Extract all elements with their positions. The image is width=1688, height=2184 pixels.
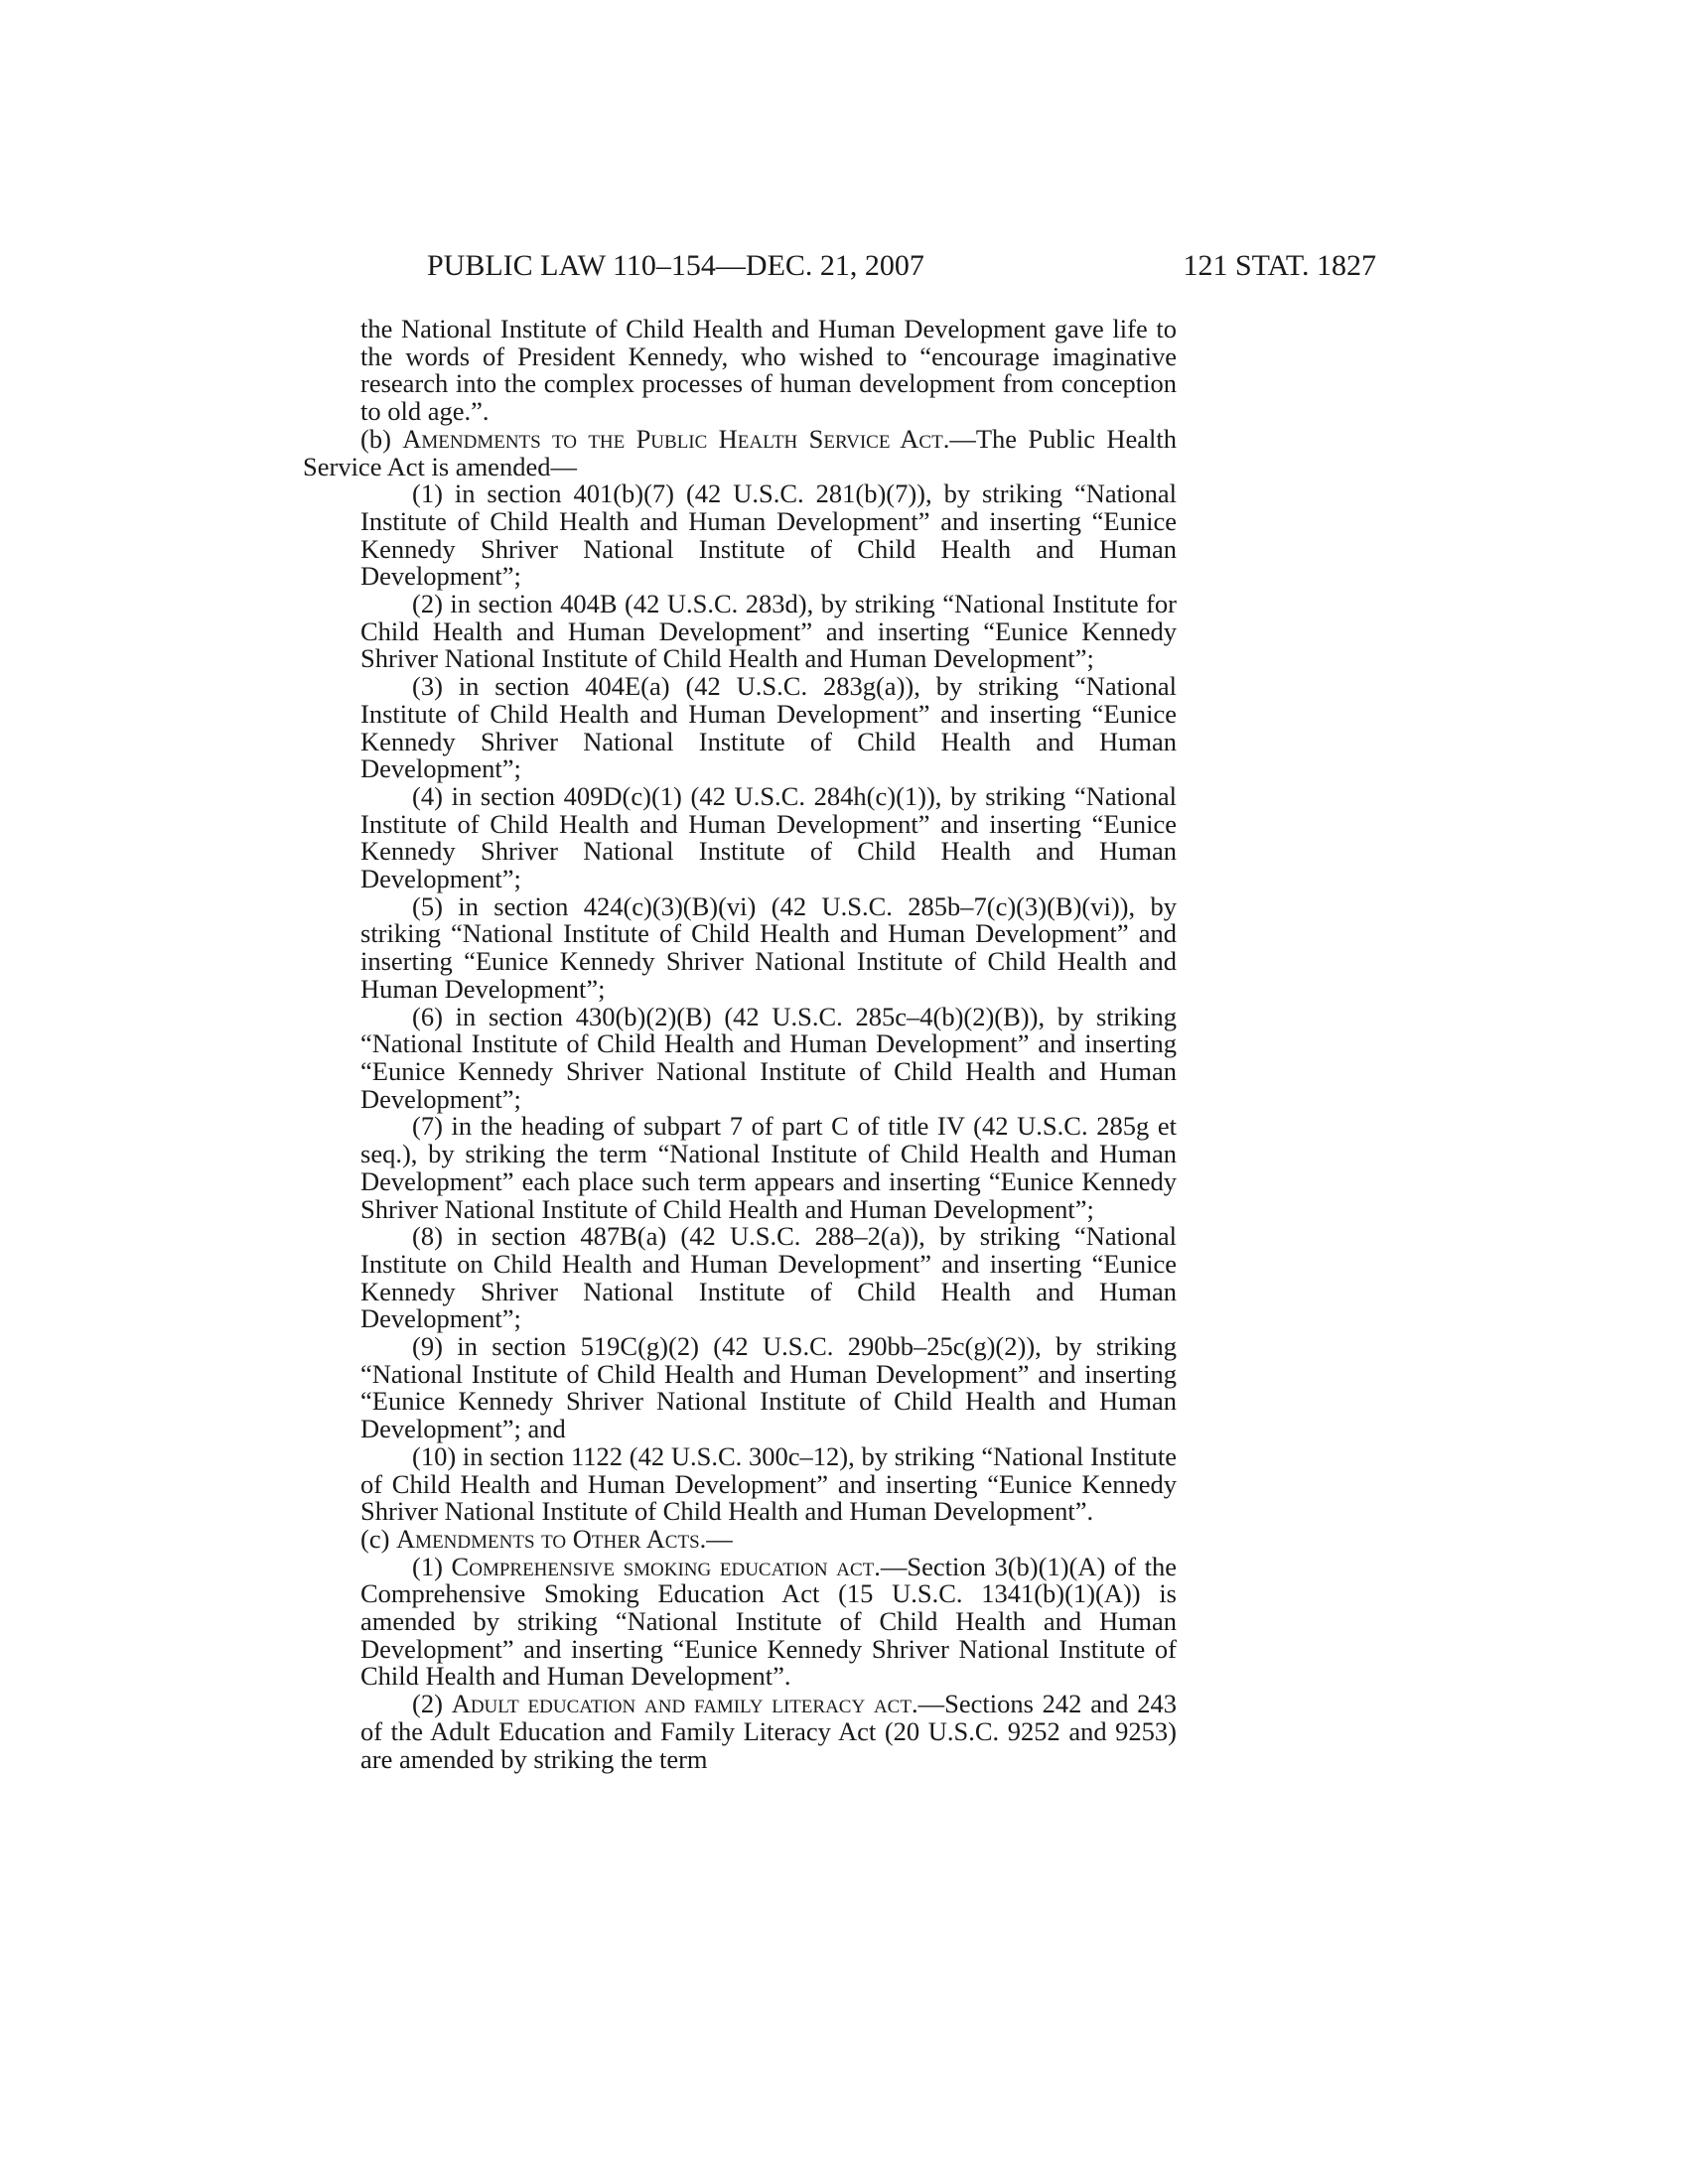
list-item-smoking-education-act [360, 1551, 1178, 1692]
item-heading: Comprehensive smoking education act. [451, 1551, 881, 1581]
section-c-paragraph [303, 1523, 1177, 1554]
list-item: (4) in section 409D(c)(1) (42 U.S.C. 284h(c)(1)), by striking “National Institute of Child Health and Human Development” and inserting “Eunice Kennedy Shriver National Institute of Child Health and Human Development”; [360, 780, 1177, 894]
section-c-text: — [706, 1523, 733, 1554]
item-label: (1) [412, 1551, 443, 1581]
section-c-heading: Amendments to Other Acts. [396, 1523, 707, 1554]
list-item-adult-education-act [360, 1691, 1177, 1773]
list-item: (9) in section 519C(g)(2) (42 U.S.C. 290bb–25c(g)(2)), by striking “National Institute of Child Health and Human Development” and inserting “Eunice Kennedy Shriver National Institute of Child Health and Human Development”; and [360, 1331, 1177, 1444]
item-heading: Adult education and family literacy act. [451, 1689, 918, 1719]
list-item: (2) in section 404B (42 U.S.C. 283d), by striking “National Institute for Child Health and Human Development” and inserting “Eunice Kennedy Shriver National Institute of Child Health and Human Development”; [360, 589, 1177, 674]
statute-page-number: 121 STAT. 1827 [1183, 249, 1376, 282]
section-b-heading: Amendments to the Public Health Service Act. [402, 423, 950, 454]
intro-continuation-paragraph: the National Institute of Child Health and Human Development gave life to the words of President Kennedy, who wished to “encourage imaginative research into the complex processes of human development from conception to old age.”. [360, 314, 1177, 427]
list-item: (10) in section 1122 (42 U.S.C. 300c–12), by striking “National Institute of Child Health and Human Development” and inserting “Eunice Kennedy Shriver National Institute of Child Health and Human Development”. [360, 1440, 1177, 1527]
section-b-paragraph [303, 423, 1178, 481]
body-text [303, 316, 1177, 1773]
list-item: (8) in section 487B(a) (42 U.S.C. 288–2(a)), by striking “National Institute on Child Health and Human Development” and inserting “Eunice Kennedy Shriver National Institute of Child Health and Human Development”; [360, 1221, 1177, 1334]
list-item: (1) in section 401(b)(7) (42 U.S.C. 281(b)(7)), by striking “National Institute of Child Health and Human Development” and inserting “Eunice Kennedy Shriver National Institute of Child Health and Human Development”; [360, 478, 1177, 592]
section-c-label: (c) [360, 1523, 390, 1554]
section-b-label: (b) [360, 423, 391, 454]
item-text: —Section 3(b)(1)(A) of the Comprehensive Smoking Education Act (15 U.S.C. 1341(b)(1)(A)) is amended by striking “National Institute of Child Health and Human Development” and inserting “Eunice Kennedy Shriver National Institute of Child Health and Human Development”. [360, 1551, 1178, 1692]
item-text: —Sections 242 and 243 of the Adult Education and Family Literacy Act (20 U.S.C. 9252 and 9253) are amended by striking the term [360, 1689, 1177, 1774]
section-b-text: —The Public Health Service Act is amended— [303, 423, 1178, 481]
page-header [427, 246, 1376, 286]
running-head-title: PUBLIC LAW 110–154—DEC. 21, 2007 [427, 249, 924, 282]
list-item: (5) in section 424(c)(3)(B)(vi) (42 U.S.C. 285b–7(c)(3)(B)(vi)), by striking “National Institute of Child Health and Human Development” and inserting “Eunice Kennedy Shriver National Institute of Child Health and Human Development”; [360, 890, 1177, 1004]
item-label: (2) [412, 1689, 443, 1719]
list-item: (3) in section 404E(a) (42 U.S.C. 283g(a)), by striking “National Institute of Child Health and Human Development” and inserting “Eunice Kennedy Shriver National Institute of Child Health and Human Development”; [360, 671, 1177, 784]
list-item: (7) in the heading of subpart 7 of part C of title IV (42 U.S.C. 285g et seq.), by striking the term “National Institute of Child Health and Human Development” each place such term appears and inserting “Eunice Kennedy Shriver National Institute of Child Health and Human Development”; [360, 1111, 1177, 1224]
list-item: (6) in section 430(b)(2)(B) (42 U.S.C. 285c–4(b)(2)(B)), by striking “National Institute of Child Health and Human Development” and inserting “Eunice Kennedy Shriver National Institute of Child Health and Human Development”; [360, 1001, 1177, 1114]
